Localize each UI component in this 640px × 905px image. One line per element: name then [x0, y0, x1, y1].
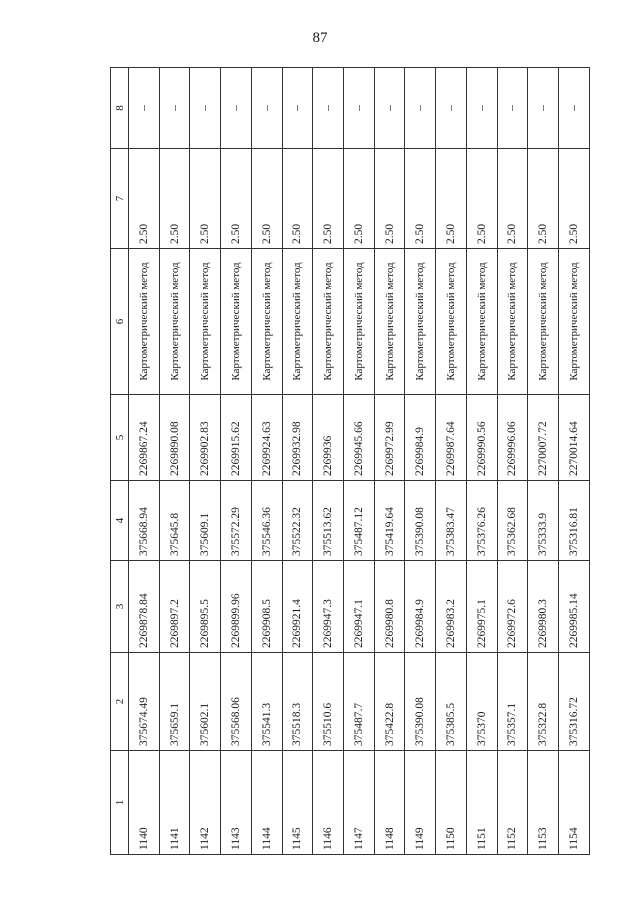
coordinates-table-container — [110, 68, 590, 855]
y-coordinate-2-cell: 2269996.06 — [497, 395, 528, 481]
table-row — [466, 68, 497, 855]
note-cell: – — [190, 68, 221, 149]
method-cell: Картометрический метод — [344, 249, 375, 395]
accuracy-cell: 2.50 — [159, 149, 190, 249]
accuracy-cell: 2.50 — [559, 149, 590, 249]
y-coordinate-cell: 2269899.96 — [221, 561, 252, 653]
rotated-table-frame — [110, 68, 590, 855]
y-coordinate-2-cell: 2269936 — [313, 395, 344, 481]
x-coordinate-2-cell: 375513.62 — [313, 481, 344, 561]
table-body — [129, 68, 590, 855]
y-coordinate-2-cell: 2269902.83 — [190, 395, 221, 481]
note-cell: – — [159, 68, 190, 149]
y-coordinate-2-cell: 2269915.62 — [221, 395, 252, 481]
table-row — [159, 68, 190, 855]
x-coordinate-2-cell: 375522.32 — [282, 481, 313, 561]
note-cell: – — [221, 68, 252, 149]
y-coordinate-2-cell: 2269924.63 — [251, 395, 282, 481]
method-cell: Картометрический метод — [466, 249, 497, 395]
point-id-cell: 1147 — [344, 751, 375, 855]
y-coordinate-2-cell: 2269990.56 — [466, 395, 497, 481]
y-coordinate-cell: 2269980.8 — [374, 561, 405, 653]
accuracy-cell: 2.50 — [374, 149, 405, 249]
table-row — [559, 68, 590, 855]
table-row — [313, 68, 344, 855]
y-coordinate-cell: 2269985.14 — [559, 561, 590, 653]
method-cell: Картометрический метод — [374, 249, 405, 395]
note-cell: – — [374, 68, 405, 149]
x-coordinate-2-cell: 375609.1 — [190, 481, 221, 561]
y-coordinate-cell: 2269984.9 — [405, 561, 436, 653]
x-coordinate-2-cell: 375419.64 — [374, 481, 405, 561]
x-coordinate-cell: 375510.6 — [313, 653, 344, 751]
table-row — [436, 68, 467, 855]
table-row — [129, 68, 160, 855]
x-coordinate-cell: 375659.1 — [159, 653, 190, 751]
accuracy-cell: 2.50 — [405, 149, 436, 249]
x-coordinate-2-cell: 375487.12 — [344, 481, 375, 561]
table-row — [251, 68, 282, 855]
method-cell: Картометрический метод — [313, 249, 344, 395]
accuracy-cell: 2.50 — [313, 149, 344, 249]
column-header: 5 — [111, 395, 129, 481]
y-coordinate-cell: 2269921.4 — [282, 561, 313, 653]
accuracy-cell: 2.50 — [221, 149, 252, 249]
y-coordinate-cell: 2269975.1 — [466, 561, 497, 653]
method-cell: Картометрический метод — [129, 249, 160, 395]
x-coordinate-cell: 375322.8 — [528, 653, 559, 751]
table-row — [190, 68, 221, 855]
y-coordinate-cell: 2269878.84 — [129, 561, 160, 653]
note-cell: – — [313, 68, 344, 149]
header-row — [111, 68, 129, 855]
column-header: 6 — [111, 249, 129, 395]
note-cell: – — [405, 68, 436, 149]
x-coordinate-2-cell: 375390.08 — [405, 481, 436, 561]
x-coordinate-cell: 375370 — [466, 653, 497, 751]
x-coordinate-2-cell: 375668.94 — [129, 481, 160, 561]
y-coordinate-cell: 2269972.6 — [497, 561, 528, 653]
page-number: 87 — [312, 30, 328, 46]
x-coordinate-cell: 375385.5 — [436, 653, 467, 751]
method-cell: Картометрический метод — [251, 249, 282, 395]
method-cell: Картометрический метод — [497, 249, 528, 395]
column-header: 2 — [111, 653, 129, 751]
note-cell: – — [528, 68, 559, 149]
x-coordinate-2-cell: 375376.26 — [466, 481, 497, 561]
method-cell: Картометрический метод — [528, 249, 559, 395]
x-coordinate-2-cell: 375333.9 — [528, 481, 559, 561]
note-cell: – — [497, 68, 528, 149]
x-coordinate-2-cell: 375572.29 — [221, 481, 252, 561]
accuracy-cell: 2.50 — [190, 149, 221, 249]
method-cell: Картометрический метод — [436, 249, 467, 395]
accuracy-cell: 2.50 — [251, 149, 282, 249]
x-coordinate-2-cell: 375362.68 — [497, 481, 528, 561]
x-coordinate-cell: 375541.3 — [251, 653, 282, 751]
x-coordinate-cell: 375518.3 — [282, 653, 313, 751]
accuracy-cell: 2.50 — [436, 149, 467, 249]
table-row — [528, 68, 559, 855]
point-id-cell: 1150 — [436, 751, 467, 855]
column-header: 8 — [111, 68, 129, 149]
point-id-cell: 1144 — [251, 751, 282, 855]
y-coordinate-cell: 2269983.2 — [436, 561, 467, 653]
method-cell: Картометрический метод — [190, 249, 221, 395]
note-cell: – — [129, 68, 160, 149]
y-coordinate-2-cell: 2269890.08 — [159, 395, 190, 481]
table-row — [221, 68, 252, 855]
method-cell: Картометрический метод — [221, 249, 252, 395]
point-id-cell: 1148 — [374, 751, 405, 855]
y-coordinate-cell: 2269947.1 — [344, 561, 375, 653]
accuracy-cell: 2.50 — [282, 149, 313, 249]
y-coordinate-cell: 2269895.5 — [190, 561, 221, 653]
table-row — [344, 68, 375, 855]
point-id-cell: 1143 — [221, 751, 252, 855]
x-coordinate-2-cell: 375546.36 — [251, 481, 282, 561]
accuracy-cell: 2.50 — [344, 149, 375, 249]
accuracy-cell: 2.50 — [497, 149, 528, 249]
y-coordinate-2-cell: 2269932.98 — [282, 395, 313, 481]
note-cell: – — [282, 68, 313, 149]
note-cell: – — [559, 68, 590, 149]
x-coordinate-cell: 375390.08 — [405, 653, 436, 751]
point-id-cell: 1154 — [559, 751, 590, 855]
x-coordinate-cell: 375487.7 — [344, 653, 375, 751]
table-row — [374, 68, 405, 855]
column-header: 4 — [111, 481, 129, 561]
x-coordinate-cell: 375674.49 — [129, 653, 160, 751]
x-coordinate-cell: 375422.8 — [374, 653, 405, 751]
x-coordinate-2-cell: 375383.47 — [436, 481, 467, 561]
coordinates-table — [110, 67, 590, 855]
y-coordinate-cell: 2269897.2 — [159, 561, 190, 653]
point-id-cell: 1146 — [313, 751, 344, 855]
note-cell: – — [466, 68, 497, 149]
point-id-cell: 1145 — [282, 751, 313, 855]
y-coordinate-2-cell: 2270014.64 — [559, 395, 590, 481]
table-row — [282, 68, 313, 855]
method-cell: Картометрический метод — [159, 249, 190, 395]
y-coordinate-2-cell: 2269972.99 — [374, 395, 405, 481]
x-coordinate-cell: 375357.1 — [497, 653, 528, 751]
table-row — [497, 68, 528, 855]
point-id-cell: 1151 — [466, 751, 497, 855]
x-coordinate-cell: 375602.1 — [190, 653, 221, 751]
column-header: 1 — [111, 751, 129, 855]
method-cell: Картометрический метод — [405, 249, 436, 395]
method-cell: Картометрический метод — [282, 249, 313, 395]
table-row — [405, 68, 436, 855]
y-coordinate-cell: 2269947.3 — [313, 561, 344, 653]
point-id-cell: 1141 — [159, 751, 190, 855]
accuracy-cell: 2.50 — [528, 149, 559, 249]
x-coordinate-cell: 375316.72 — [559, 653, 590, 751]
y-coordinate-cell: 2269980.3 — [528, 561, 559, 653]
point-id-cell: 1153 — [528, 751, 559, 855]
x-coordinate-cell: 375568.06 — [221, 653, 252, 751]
point-id-cell: 1140 — [129, 751, 160, 855]
x-coordinate-2-cell: 375645.8 — [159, 481, 190, 561]
point-id-cell: 1149 — [405, 751, 436, 855]
column-header: 7 — [111, 149, 129, 249]
x-coordinate-2-cell: 375316.81 — [559, 481, 590, 561]
y-coordinate-2-cell: 2269984.9 — [405, 395, 436, 481]
column-header: 3 — [111, 561, 129, 653]
point-id-cell: 1152 — [497, 751, 528, 855]
point-id-cell: 1142 — [190, 751, 221, 855]
y-coordinate-2-cell: 2269987.64 — [436, 395, 467, 481]
y-coordinate-2-cell: 2269867.24 — [129, 395, 160, 481]
y-coordinate-2-cell: 2269945.66 — [344, 395, 375, 481]
note-cell: – — [344, 68, 375, 149]
accuracy-cell: 2.50 — [129, 149, 160, 249]
y-coordinate-cell: 2269908.5 — [251, 561, 282, 653]
note-cell: – — [251, 68, 282, 149]
y-coordinate-2-cell: 2270007.72 — [528, 395, 559, 481]
note-cell: – — [436, 68, 467, 149]
method-cell: Картометрический метод — [559, 249, 590, 395]
accuracy-cell: 2.50 — [466, 149, 497, 249]
